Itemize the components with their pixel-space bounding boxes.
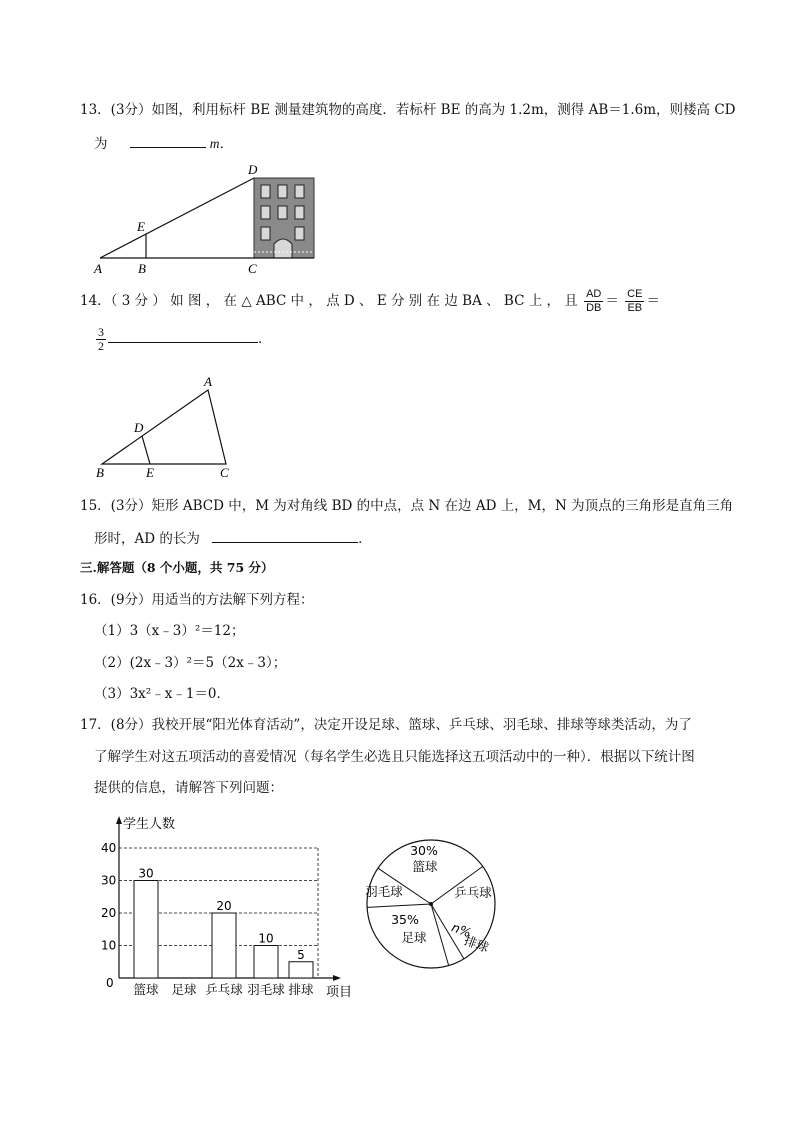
y-tick-label: 10	[101, 938, 117, 953]
q14-end: ．	[258, 331, 272, 347]
section-3-heading: 三.解答题（8 个小题，共 75 分）	[80, 560, 274, 575]
segment-de	[142, 436, 150, 464]
y-axis-arrow	[116, 816, 122, 824]
q13-unit: m．	[209, 136, 234, 151]
triangle-abc	[102, 390, 226, 464]
q15-line2	[94, 528, 372, 548]
q13-line1: 13．(3分）如图，利用标杆 BE 测量建筑物的高度．若标杆 BE 的高为 1.2m，测得 AB＝1.6m，则楼高 CD	[80, 102, 736, 118]
q14-text: 14．（ 3 分 ） 如 图 ， 在 △ ABC 中 ， 点 D 、 E 分 别 在 边 BA 、 BC 上 ， 且	[80, 293, 578, 309]
q15-end: ．	[358, 531, 372, 547]
slice-value-label: n%	[449, 919, 474, 941]
x-axis-arrow	[333, 975, 341, 981]
data-label: 30	[138, 866, 154, 881]
pie-center	[429, 902, 433, 906]
q13-line2	[94, 133, 233, 153]
q17-line3: 提供的信息，请解答下列问题：	[94, 780, 283, 796]
q14-line1	[80, 288, 660, 315]
q17-line2: 了解学生对这五项活动的喜爱情况（每名学生必选且只能选择这五项活动中的一种）．根据以下统计图	[94, 749, 695, 765]
q14-frac-ad-db: $\frac{AD}{DB}$	[586, 288, 602, 314]
label-a: A	[204, 374, 212, 389]
slice-value-label: 30%	[410, 843, 438, 858]
slice-label: 篮球	[412, 859, 438, 874]
q16-stem: 16．(9分）用适当的方法解下列方程：	[80, 592, 314, 608]
q14-answer-blank[interactable]	[108, 328, 258, 343]
label-e: E	[146, 465, 154, 480]
label-c: C	[220, 465, 229, 480]
slice-value-label: 35%	[391, 912, 419, 927]
y-axis-label: 学生人数	[123, 817, 176, 832]
category-label: 羽毛球	[247, 982, 285, 997]
data-label: 20	[216, 899, 232, 913]
data-label: 5	[297, 947, 305, 962]
q13-prefix: 为	[94, 136, 108, 152]
q13-answer-blank[interactable]	[130, 133, 206, 148]
q13-figure	[88, 160, 328, 278]
bar-chart	[92, 810, 362, 1005]
y-tick-label: 30	[101, 873, 117, 888]
bar	[134, 881, 158, 979]
q15-line1: 15．(3分）矩形 ABCD 中，M 为对角线 BD 的中点，点 N 在边 AD 上，M，N 为顶点的三角形是直角三角	[80, 498, 734, 514]
q14-figure	[92, 374, 242, 484]
label-e: E	[137, 219, 145, 234]
x-axis-label: 项目	[326, 985, 353, 1000]
y-tick-label: 0	[106, 976, 114, 990]
category-label: 足球	[171, 982, 197, 997]
sight-line	[100, 178, 254, 258]
q16-part2: （2）(2x﹣3）²＝5（2x﹣3）；	[94, 655, 287, 671]
q15-prefix: 形时，AD 的长为	[94, 531, 200, 547]
bar	[212, 913, 236, 978]
q17-line1: 17．(8分）我校开展“阳光体育活动”，决定开设足球、篮球、乒乓球、羽毛球、排球等球类活动，为了	[80, 717, 692, 733]
q16-part1: （1）3（x﹣3）²＝12；	[94, 623, 245, 639]
slice-label: 乒乓球	[454, 885, 492, 900]
q16-part3: （3）3x²﹣x﹣1＝0．	[94, 686, 230, 702]
bar	[289, 962, 313, 978]
label-b: B	[138, 261, 146, 276]
category-label: 排球	[288, 982, 314, 997]
q14-frac-ce-eb: $\frac{CE}{EB}$	[627, 288, 643, 314]
data-label: 10	[258, 931, 274, 946]
label-d: D	[248, 162, 258, 177]
q14-eq2: ＝	[646, 293, 660, 309]
y-tick-label: 20	[101, 906, 117, 920]
pie-chart	[362, 812, 507, 972]
label-c: C	[248, 261, 257, 276]
q14-line2	[94, 326, 272, 353]
slice-label: 排球	[462, 932, 491, 956]
label-b: B	[96, 465, 104, 480]
y-tick-label: 40	[101, 841, 117, 855]
q15-answer-blank[interactable]	[212, 528, 358, 543]
bar	[254, 946, 278, 979]
slice-label: 羽毛球	[365, 884, 403, 899]
q14-eq: ＝	[605, 293, 619, 309]
category-label: 乒乓球	[205, 982, 243, 997]
category-label: 篮球	[133, 982, 159, 997]
slice-label: 足球	[401, 930, 427, 945]
q14-frac-3-2: $\frac{3}{2}$	[98, 325, 104, 353]
label-a: A	[94, 261, 102, 276]
label-d: D	[134, 420, 144, 435]
